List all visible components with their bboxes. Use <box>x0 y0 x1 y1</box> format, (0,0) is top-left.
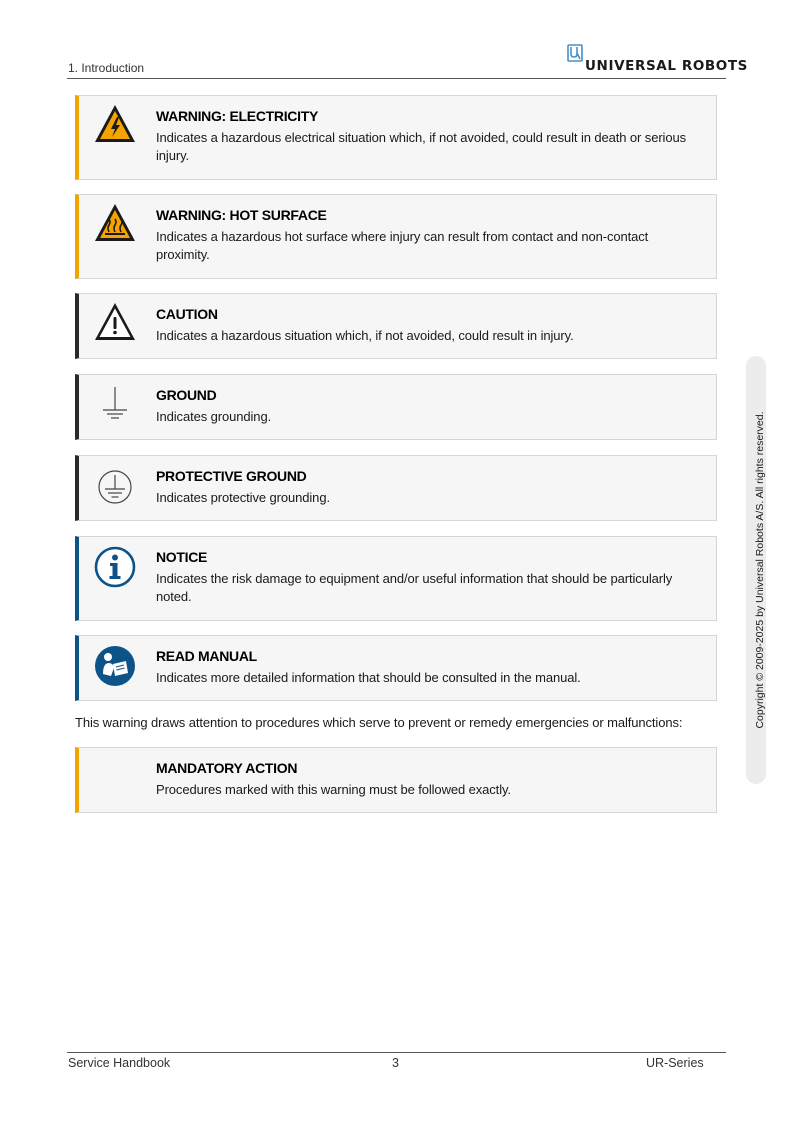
notice-text: Procedures marked with this warning must be followed exactly. <box>156 782 511 797</box>
footer-product: UR-Series <box>646 1056 704 1070</box>
caution-icon <box>93 300 137 344</box>
notice-title: READ MANUAL <box>156 648 257 664</box>
ground-box <box>75 374 717 440</box>
caution-box <box>75 293 717 359</box>
footer-divider <box>67 1052 726 1053</box>
notice-text: Indicates grounding. <box>156 409 272 424</box>
info-icon <box>93 545 137 589</box>
page-number: 3 <box>392 1056 399 1070</box>
notice-text: Indicates a hazardous situation which, if not avoided, could result in injury. <box>156 328 574 343</box>
logo-text: UNIVERSAL ROBOTS <box>585 58 748 74</box>
header-divider <box>67 78 726 79</box>
universal-robots-logo <box>567 44 748 74</box>
notice-title: MANDATORY ACTION <box>156 760 298 776</box>
notice-title: PROTECTIVE GROUND <box>156 468 307 484</box>
footer-document-title: Service Handbook <box>68 1056 171 1070</box>
ground-icon <box>93 383 137 427</box>
notice-title: WARNING: HOT SURFACE <box>156 207 327 223</box>
protective-ground-icon <box>93 465 137 509</box>
notice-title: WARNING: ELECTRICITY <box>156 108 318 124</box>
notice-title: GROUND <box>156 387 217 403</box>
protective-ground-box <box>75 455 717 521</box>
hot-surface-warning-icon <box>93 201 137 245</box>
copyright-text: Copyright © 2009-2025 by Universal Robots A/S. All rights reserved. <box>754 411 766 729</box>
notice-text: Indicates more detailed information that should be consulted in the manual. <box>156 670 581 685</box>
notice-text: Indicates a hazardous hot surface where injury can result from contact and non-contact proximity. <box>156 229 649 262</box>
procedure-intro-text: This warning draws attention to procedures which serve to prevent or remedy emergencies or malfunctions: <box>75 715 683 730</box>
section-title: 1. Introduction <box>68 61 145 75</box>
notice-text: Indicates protective grounding. <box>156 490 330 505</box>
warning-hot-surface-box <box>75 194 717 279</box>
notice-text: Indicates a hazardous electrical situation which, if not avoided, could result in death or serious injury. <box>156 130 687 163</box>
warning-electricity-box <box>75 95 717 180</box>
notice-text: Indicates the risk damage to equipment and/or useful information that should be particularly noted. <box>156 571 673 604</box>
electricity-warning-icon <box>93 102 137 146</box>
ur-logo-icon <box>567 44 583 62</box>
notice-title: NOTICE <box>156 549 208 565</box>
read-manual-box <box>75 635 717 701</box>
notice-title: CAUTION <box>156 306 218 322</box>
notice-box <box>75 536 717 621</box>
read-manual-icon <box>93 644 137 688</box>
mandatory-action-box <box>75 747 717 813</box>
